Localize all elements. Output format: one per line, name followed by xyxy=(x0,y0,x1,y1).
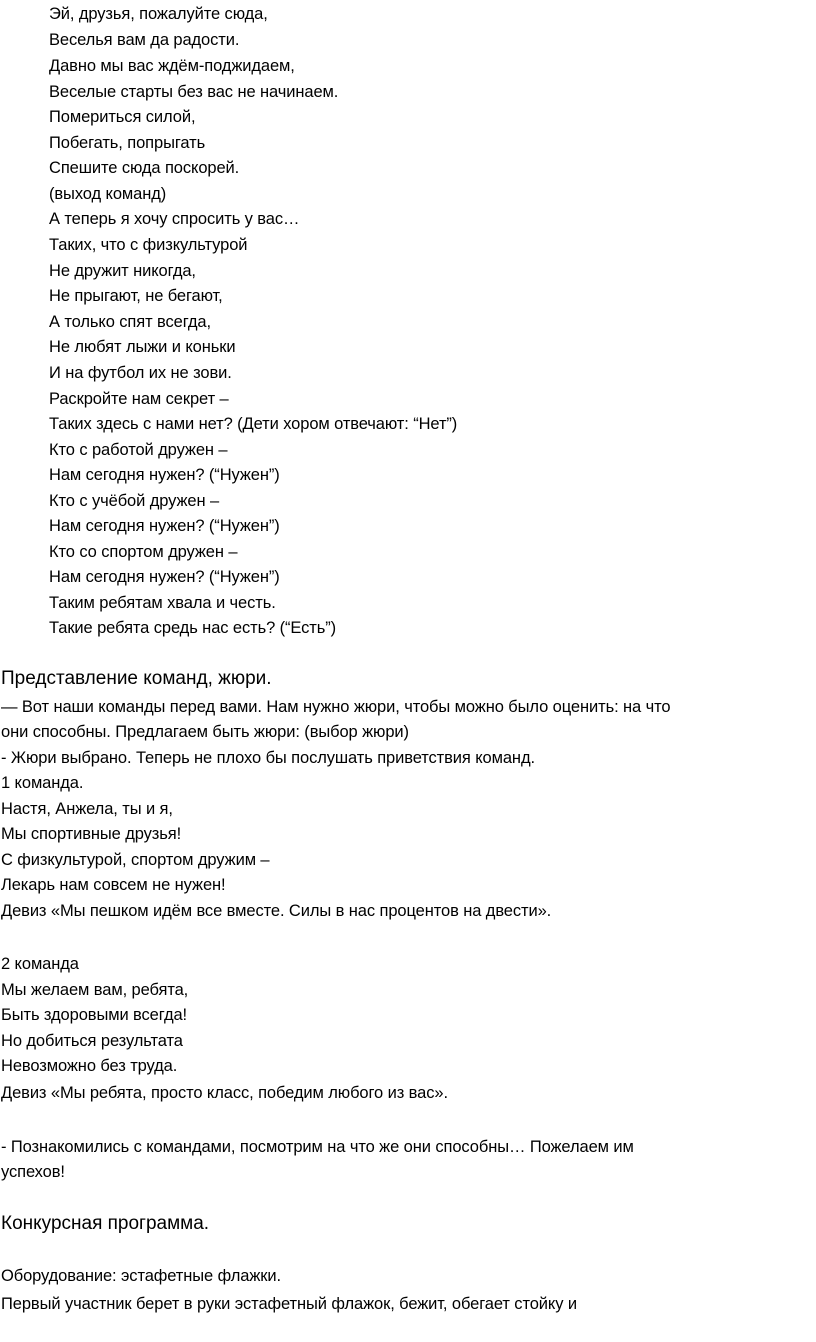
poem-line: И на футбол их не зови. xyxy=(49,364,232,382)
poem-line: Веселые старты без вас не начинаем. xyxy=(49,83,339,101)
poem-line: Эй, друзья, пожалуйте сюда, xyxy=(49,5,268,23)
poem-line: Раскройте нам секрет – xyxy=(49,390,229,408)
paragraph-line: - Познакомились с командами, посмотрим на что же они способны… Пожелаем им xyxy=(1,1138,634,1156)
poem-line: Не любят лыжи и коньки xyxy=(49,338,236,356)
poem-line: Давно мы вас ждём-поджидаем, xyxy=(49,57,295,75)
poem-line: Таких, что с физкультурой xyxy=(49,236,248,254)
poem-line: Кто с учёбой дружен – xyxy=(49,492,220,510)
paragraph-line: С физкультурой, спортом дружим – xyxy=(1,851,270,869)
poem-line: Нам сегодня нужен? (“Нужен”) xyxy=(49,568,280,586)
poem-line: А только спят всегда, xyxy=(49,313,211,331)
paragraph-line: Лекарь нам совсем не нужен! xyxy=(1,876,226,894)
paragraph-line: - Жюри выбрано. Теперь не плохо бы послушать приветствия команд. xyxy=(1,749,535,767)
poem-line: Таких здесь с нами нет? (Дети хором отвечают: “Нет”) xyxy=(49,415,458,433)
poem-line: (выход команд) xyxy=(49,185,167,203)
paragraph-line: Девиз «Мы пешком идём все вместе. Силы в нас процентов на двести». xyxy=(1,902,552,920)
paragraph-line: Девиз «Мы ребята, просто класс, победим любого из вас». xyxy=(1,1084,448,1102)
paragraph-line: Но добиться результата xyxy=(1,1032,183,1050)
poem-line: Нам сегодня нужен? (“Нужен”) xyxy=(49,466,280,484)
poem-line: Таким ребятам хвала и честь. xyxy=(49,594,276,612)
paragraph-line: Мы желаем вам, ребята, xyxy=(1,981,189,999)
paragraph-line: 2 команда xyxy=(1,955,79,973)
section-heading-contest: Конкурсная программа. xyxy=(1,1213,210,1234)
paragraph-line: Настя, Анжела, ты и я, xyxy=(1,800,173,818)
poem-line: Побегать, попрыгать xyxy=(49,134,206,152)
paragraph-line: они способны. Предлагаем быть жюри: (выбор жюри) xyxy=(1,723,409,741)
paragraph-line: — Вот наши команды перед вами. Нам нужно жюри, чтобы можно было оценить: на что xyxy=(1,698,671,716)
poem-line: Нам сегодня нужен? (“Нужен”) xyxy=(49,517,280,535)
paragraph-line: успехов! xyxy=(1,1163,65,1181)
poem-line: Кто с работой дружен – xyxy=(49,441,228,459)
poem-line: Спешите сюда поскорей. xyxy=(49,159,240,177)
poem-line: А теперь я хочу спросить у вас… xyxy=(49,210,300,228)
paragraph-line: Первый участник берет в руки эстафетный флажок, бежит, обегает стойку и xyxy=(1,1295,577,1313)
paragraph-line: 1 команда. xyxy=(1,774,84,792)
poem-line: Кто со спортом дружен – xyxy=(49,543,238,561)
paragraph-line: Оборудование: эстафетные флажки. xyxy=(1,1267,281,1285)
section-heading-teams: Представление команд, жюри. xyxy=(1,668,272,689)
poem-line: Помериться силой, xyxy=(49,108,196,126)
poem-line: Такие ребята средь нас есть? (“Есть”) xyxy=(49,619,337,637)
paragraph-line: Невозможно без труда. xyxy=(1,1057,178,1075)
poem-line: Не прыгают, не бегают, xyxy=(49,287,223,305)
paragraph-line: Мы спортивные друзья! xyxy=(1,825,182,843)
poem-line: Не дружит никогда, xyxy=(49,262,196,280)
poem-line: Веселья вам да радости. xyxy=(49,31,240,49)
paragraph-line: Быть здоровыми всегда! xyxy=(1,1006,188,1024)
